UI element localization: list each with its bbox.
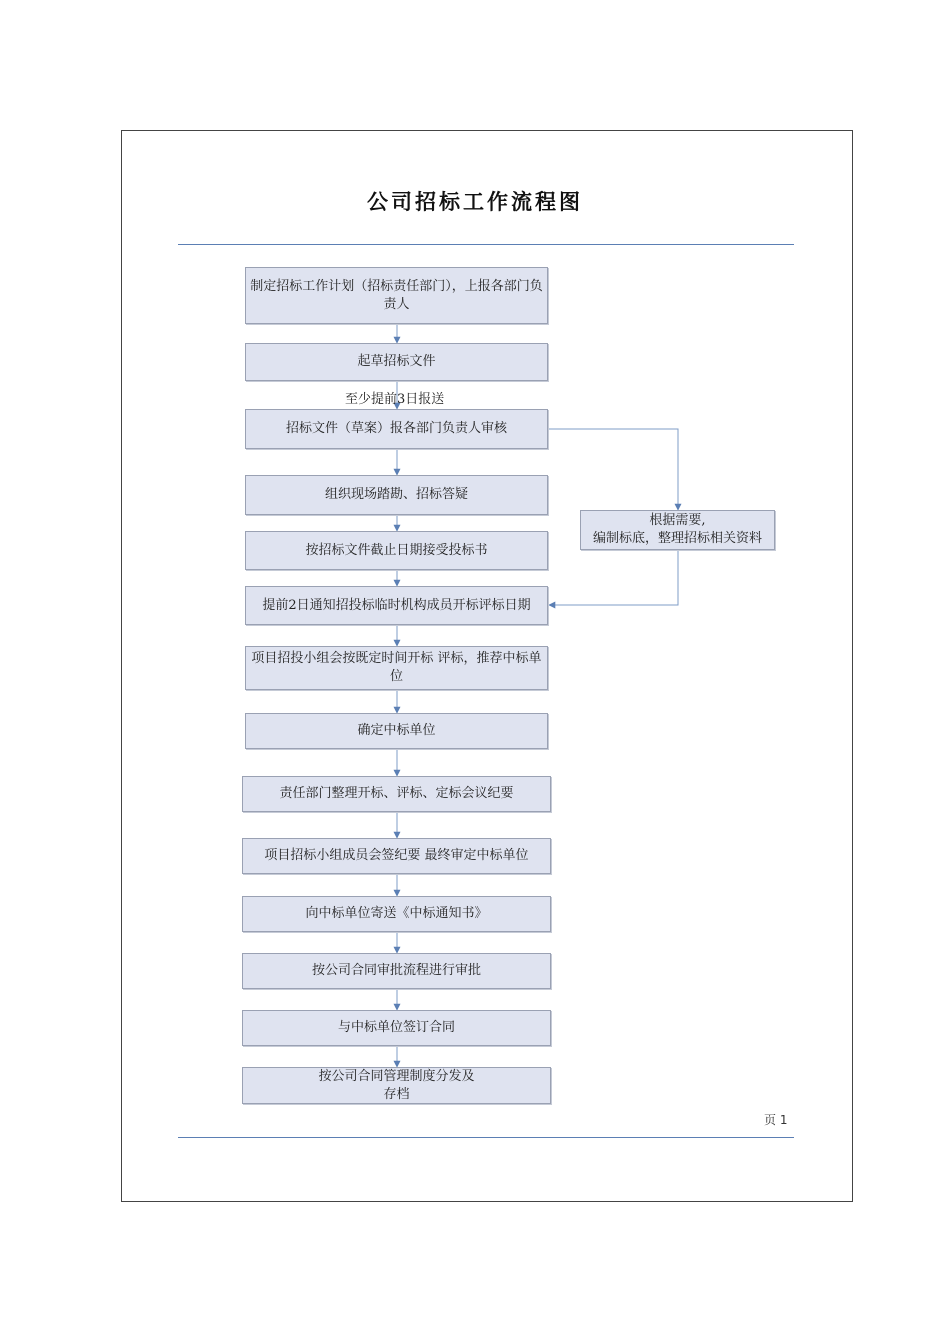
page-number: 页 1 (764, 1113, 788, 1127)
step-notify: 提前2日通知招投标临时机构成员开标评标日期 (245, 586, 548, 625)
page-title: 公司招标工作流程图 (367, 190, 583, 214)
step-approval: 按公司合同审批流程进行审批 (242, 953, 551, 989)
side-box-return (549, 550, 678, 605)
step-minutes: 责任部门整理开标、评标、定标会议纪要 (242, 776, 551, 812)
step-countersign: 项目招标小组成员会签纪要 最终审定中标单位 (242, 838, 551, 874)
step-archive: 按公司合同管理制度分发及存档 (242, 1067, 551, 1104)
side-box-base-price: 根据需要, 编制标底，整理招标相关资料 (580, 510, 775, 550)
step-send-notice: 向中标单位寄送《中标通知书》 (242, 896, 551, 932)
step-open-evaluate: 项目招投小组会按既定时间开标 评标，推荐中标单位 (245, 646, 548, 690)
arrow-note: 至少提前3日报送 (345, 392, 445, 407)
step-draft: 起草招标文件 (245, 343, 548, 381)
step-review: 招标文件（草案）报各部门负责人审核 (245, 409, 548, 449)
step-confirm-winner: 确定中标单位 (245, 713, 548, 749)
step-sign-contract: 与中标单位签订合同 (242, 1010, 551, 1046)
step-plan: 制定招标工作计划（招标责任部门），上报各部门负责人 (245, 267, 548, 324)
step-site-visit: 组织现场踏勘、招标答疑 (245, 475, 548, 515)
branch-to-side-box (548, 429, 678, 510)
step-receive-bids: 按招标文件截止日期接受投标书 (245, 531, 548, 570)
